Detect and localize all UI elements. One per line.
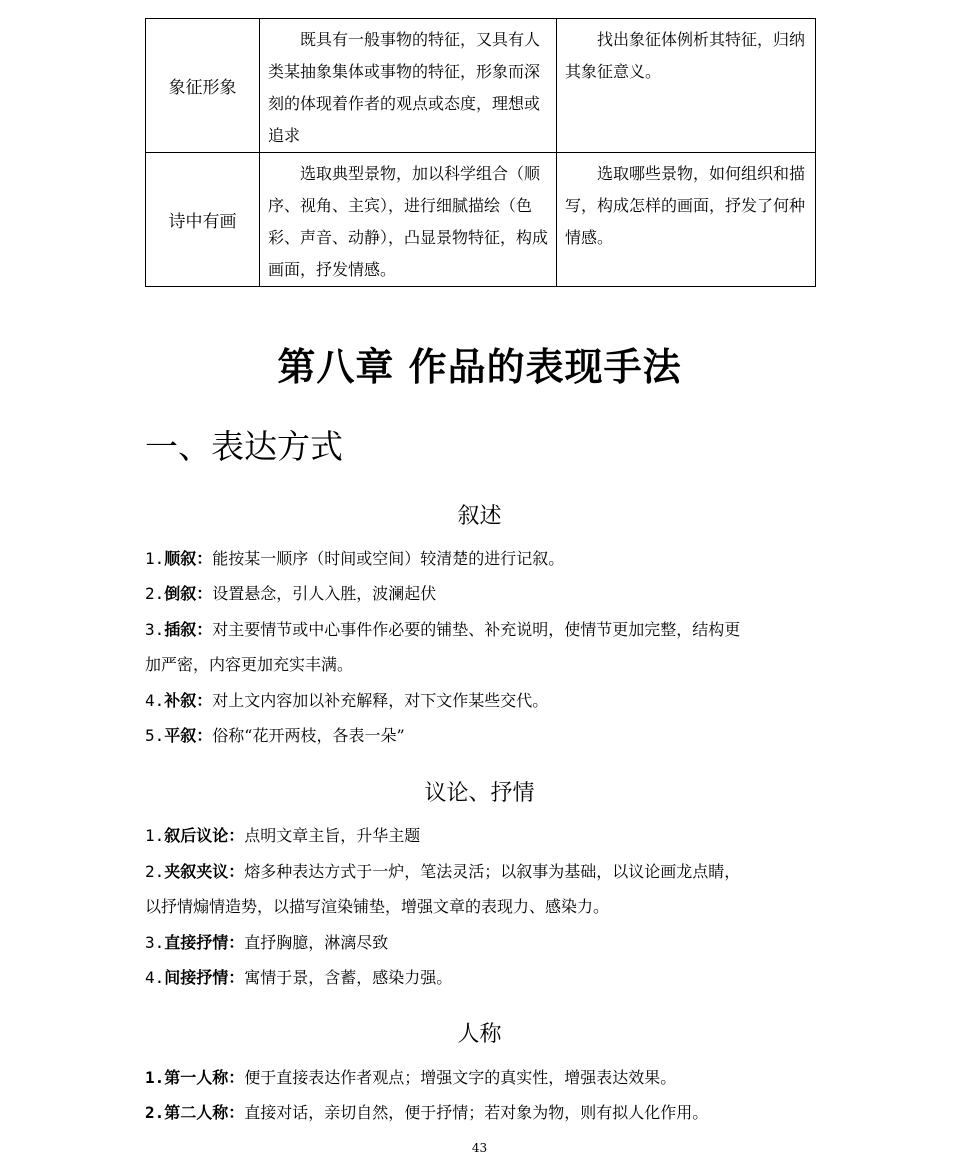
item-text: 直接对话，亲切自然，便于抒情；若对象为物，则有拟人化作用。 [244,1103,709,1122]
item-term: 平叙： [164,726,213,745]
item-text: 设置悬念，引人入胜，波澜起伏 [212,584,437,603]
table-cell-description [260,19,557,153]
term-label: 诗中有画 [168,212,237,232]
item-text: 俗称“花开两枝，各表一朵” [212,726,405,745]
list-item [145,1060,815,1095]
item-term: 叙后议论： [164,826,245,845]
item-text: 能按某一顺序（时间或空间）较清楚的进行记叙。 [212,549,565,568]
item-term: 补叙： [164,691,213,710]
list-item [145,718,815,753]
item-text: 便于直接表达作者观点；增强文字的真实性，增强表达效果。 [244,1068,677,1087]
list-item [145,612,815,647]
list-item [145,854,815,889]
item-number: 3. [145,620,165,639]
item-number: 2. [145,862,165,881]
item-text: 熔多种表达方式于一炉，笔法灵活；以叙事为基础，以议论画龙点睛， [244,862,741,881]
item-text: 直抒胸臆，淋漓尽致 [244,933,389,952]
item-number: 5. [145,726,165,745]
list-item [145,1095,815,1130]
list-item-continuation: 以抒情煽情造势，以描写渲染铺垫，增强文章的表现力、感染力。 [145,897,610,916]
list-item [145,818,815,853]
subsection-heading: 人称 [457,1022,502,1047]
item-number: 2. [145,1103,165,1122]
section-title: 一、表达方式 [145,427,343,466]
item-term: 第二人称： [164,1103,245,1122]
subsection-heading: 叙述 [457,504,502,529]
list-item [145,576,815,611]
table-cell-method [557,19,816,153]
chapter-title: 第八章 作品的表现手法 [277,345,682,389]
table-cell-term [146,153,260,287]
method-text: 找出象征体例析其特征，归纳其象征意义。 [565,30,806,81]
list-item [145,541,815,576]
item-number: 1. [145,826,165,845]
item-number: 4. [145,691,165,710]
comparison-table [145,18,816,287]
subsection-heading: 议论、抒情 [424,781,535,806]
item-term: 直接抒情： [164,933,245,952]
item-text: 对主要情节或中心事件作必要的铺垫、补充说明，使情节更加完整，结构更 [212,620,741,639]
item-term: 第一人称： [164,1068,245,1087]
item-term: 顺叙： [164,549,213,568]
description-text: 选取典型景物，加以科学组合（顺序、视角、主宾），进行细腻描绘（色彩、声音、动静），凸显景物特征，构成画面，抒发情感。 [268,164,549,279]
item-number: 1. [145,549,165,568]
term-label: 象征形象 [168,78,237,98]
table-cell-description [260,153,557,287]
item-term: 夹叙夹议： [164,862,245,881]
item-text: 寓情于景，含蓄，感染力强。 [244,968,453,987]
method-text: 选取哪些景物，如何组织和描写，构成怎样的画面，抒发了何种情感。 [565,164,806,247]
table-row [146,153,816,287]
item-number: 3. [145,933,165,952]
table-cell-method [557,153,816,287]
table-row [146,19,816,153]
item-term: 倒叙： [164,584,213,603]
list-item [145,960,815,995]
list-item-continuation: 加严密，内容更加充实丰满。 [145,655,354,674]
item-text: 点明文章主旨，升华主题 [244,826,421,845]
item-term: 插叙： [164,620,213,639]
item-number: 4. [145,968,165,987]
item-number: 1. [145,1068,165,1087]
table-cell-term [146,19,260,153]
page-number: 43 [471,1141,488,1155]
list-item [145,683,815,718]
list-item [145,925,815,960]
description-text: 既具有一般事物的特征，又具有人类某抽象集体或事物的特征，形象而深刻的体现着作者的观点或态度，理想或追求 [268,30,541,145]
item-text: 对上文内容加以补充解释，对下文作某些交代。 [212,691,549,710]
item-term: 间接抒情： [164,968,245,987]
item-number: 2. [145,584,165,603]
